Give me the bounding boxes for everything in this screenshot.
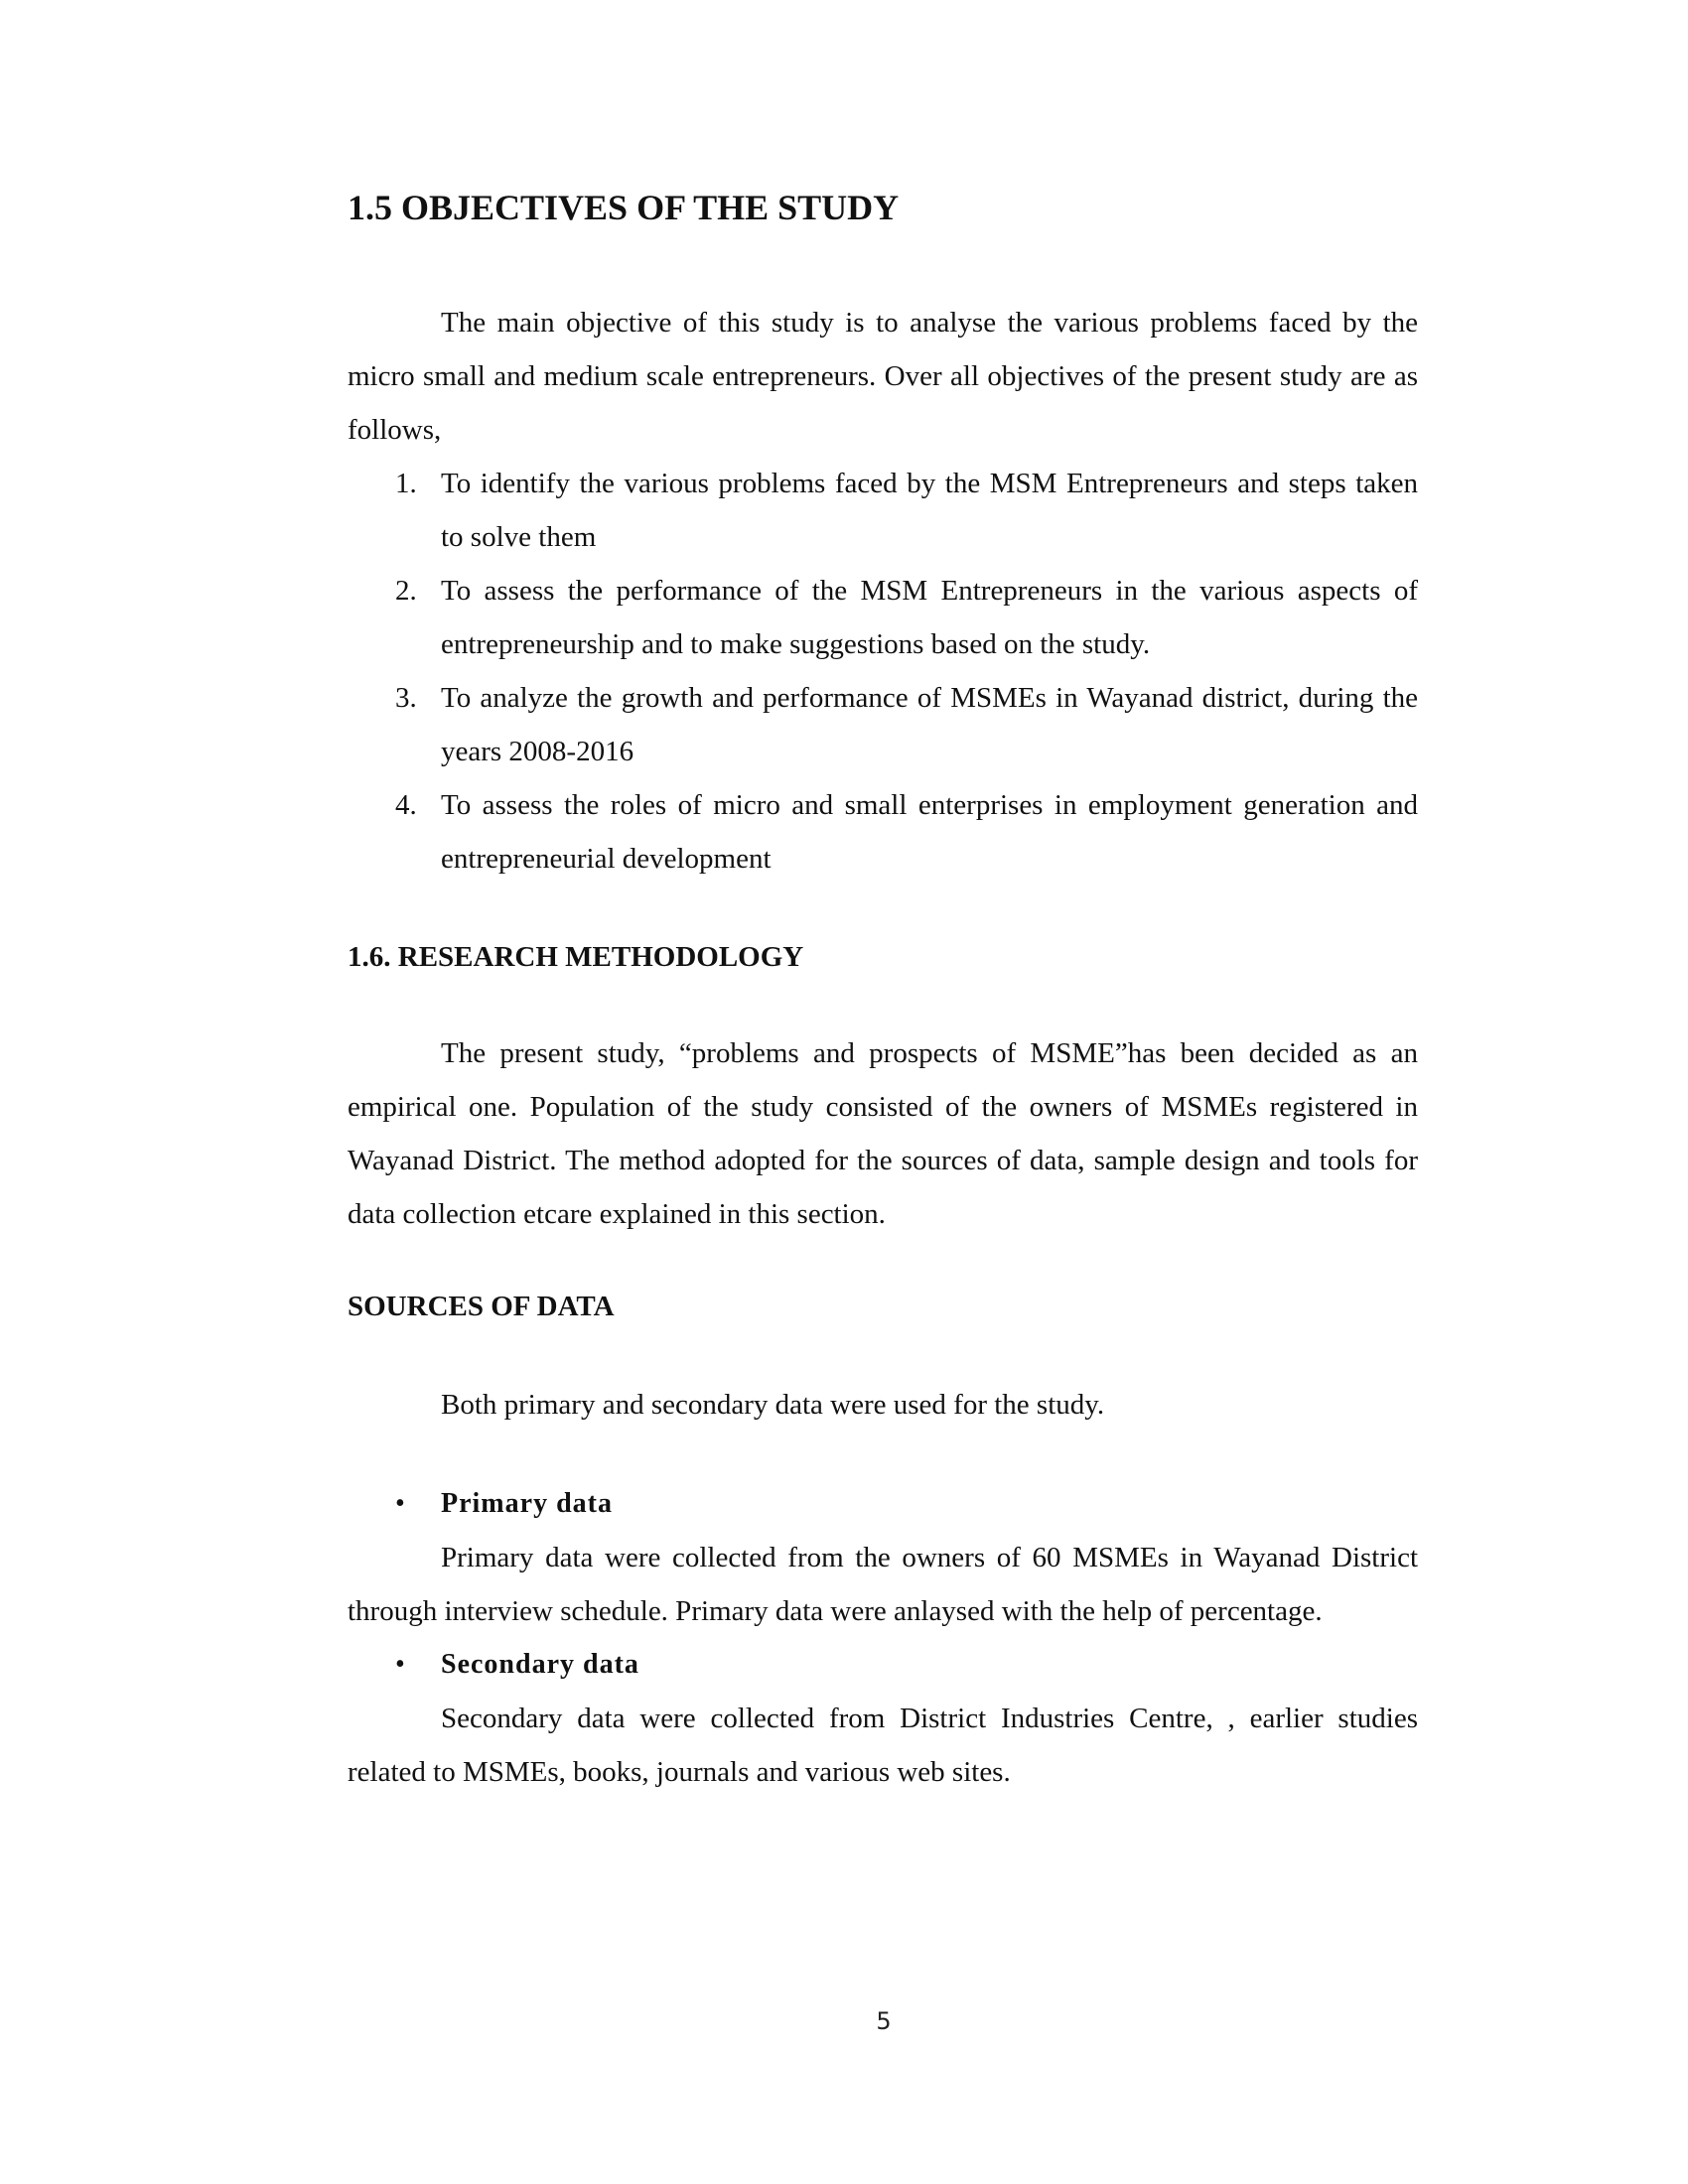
bullet-icon: •	[395, 1488, 406, 1519]
secondary-data-paragraph: Secondary data were collected from District Industries Centre, , earlier studies related to MSMEs, books, journals and various web sites.	[348, 1703, 1418, 1788]
sources-intro-paragraph: Both primary and secondary data were used for the study.	[441, 1389, 1105, 1421]
objective-text: To analyze the growth and performance of MSMEs in Wayanad district, during the years 2008-2016	[441, 682, 1418, 767]
secondary-data-title: Secondary data	[441, 1649, 639, 1680]
primary-data-paragraph: Primary data were collected from the owners of 60 MSMEs in Wayanad District through interview schedule. Primary data were anlaysed with the help of percentage.	[348, 1542, 1418, 1627]
primary-data-heading	[348, 1477, 1418, 1531]
primary-data-title: Primary data	[441, 1488, 613, 1519]
objective-item-3	[348, 671, 1418, 778]
objective-text: To assess the roles of micro and small enterprises in employment generation and entrepreneurial development	[441, 789, 1418, 875]
objective-number: 1.	[395, 468, 417, 499]
sources-of-data-heading: SOURCES OF DATA	[348, 1291, 615, 1322]
objective-item-1	[348, 457, 1418, 564]
bullet-icon: •	[395, 1649, 406, 1680]
objective-number: 4.	[395, 789, 417, 821]
page-content	[348, 184, 1418, 1799]
section-1-5-heading: 1.5 OBJECTIVES OF THE STUDY	[348, 188, 900, 227]
objective-number: 3.	[395, 682, 417, 714]
objective-item-2	[348, 564, 1418, 671]
objective-text: To assess the performance of the MSM Entrepreneurs in the various aspects of entrepreneurship and to make suggestions based on the study.	[441, 575, 1418, 660]
objectives-list	[348, 457, 1418, 886]
objective-item-4	[348, 778, 1418, 886]
methodology-paragraph: The present study, “problems and prospects of MSME”has been decided as an empirical one. Population of the study consisted of the owners of MSMEs registered in Wayanad District. The method adopted for the sources of data, sample design and tools for data collection etcare explained in this section.	[348, 1037, 1418, 1230]
objectives-intro-paragraph: The main objective of this study is to analyse the various problems faced by the micro small and medium scale entrepreneurs. Over all objectives of the present study are as follows,	[348, 307, 1418, 446]
secondary-data-heading	[348, 1638, 1418, 1692]
section-1-6-heading: 1.6. RESEARCH METHODOLOGY	[348, 941, 804, 973]
objective-text: To identify the various problems faced by the MSM Entrepreneurs and steps taken to solve them	[441, 468, 1418, 553]
page-number: 5	[876, 2007, 892, 2035]
objective-number: 2.	[395, 575, 417, 607]
